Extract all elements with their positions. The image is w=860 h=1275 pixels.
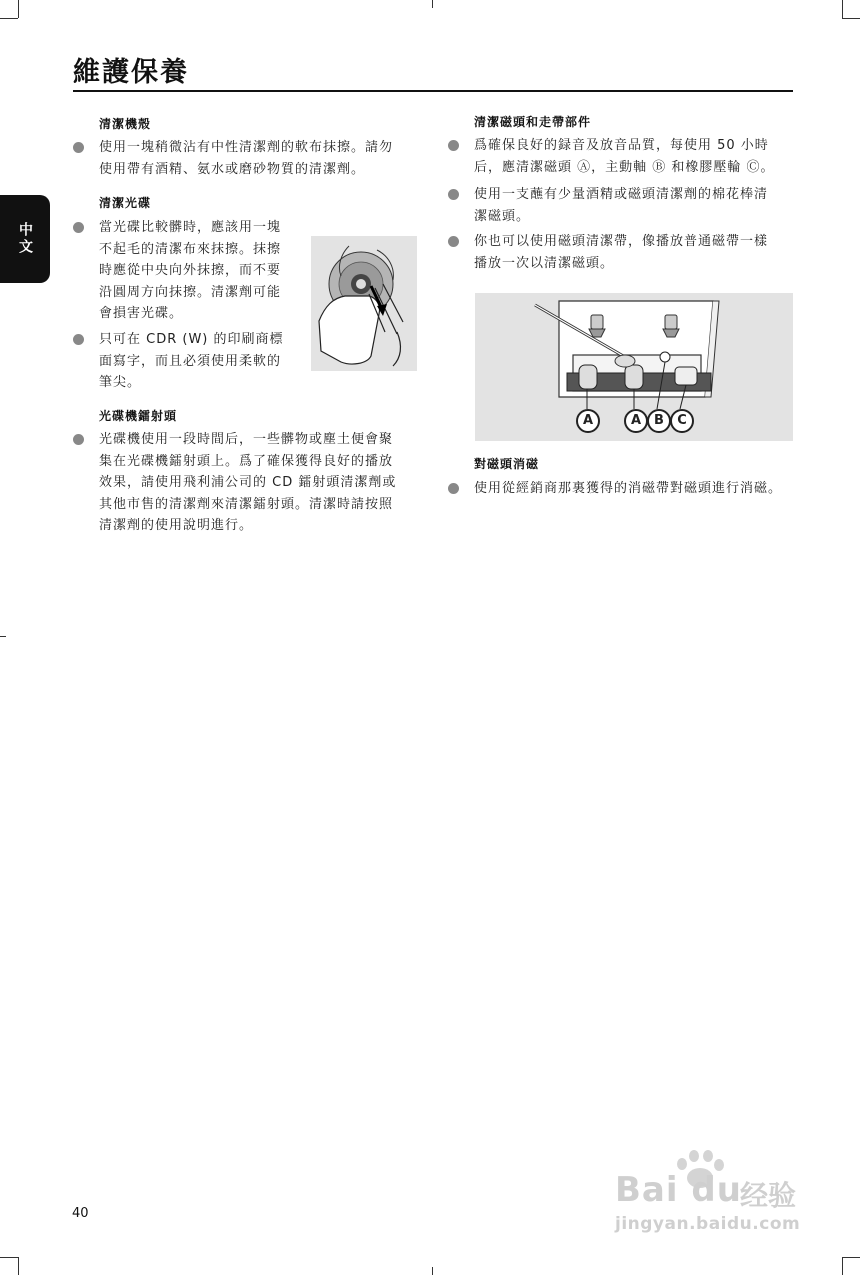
label-C-pinch-roller: C — [670, 409, 694, 433]
bullet-line: 使用帶有酒精、氨水或磨砂物質的清潔劑。 — [99, 161, 366, 177]
bullet-line: 爲確保良好的録音及放音品質，每使用 50 小時 — [474, 138, 769, 153]
bullet-clean-disc — [99, 217, 304, 325]
tape-head-illustration — [475, 293, 793, 441]
section-heading-clean-heads: 清潔磁頭和走帶部件 — [474, 115, 592, 129]
bullet-line: 集在光碟機鐳射頭上。爲了確保獲得良好的播放 — [99, 453, 394, 469]
watermark-jingyan: 经验 — [740, 1179, 797, 1212]
bullet-dot — [73, 434, 84, 445]
language-tab — [0, 195, 50, 283]
crop-mark — [842, 18, 860, 19]
bullet-line: 面寫字，而且必須使用柔軟的 — [99, 353, 282, 369]
disc-cleaning-illustration — [311, 236, 417, 371]
crop-mark — [0, 18, 18, 19]
crop-mark — [18, 0, 19, 18]
bullet-clean-cabinet — [99, 137, 419, 180]
disc-hand-drawing — [311, 236, 417, 371]
crop-mark — [842, 1257, 860, 1258]
bullet-line: 播放一次以清潔磁頭。 — [474, 255, 615, 271]
crop-mark — [432, 1267, 433, 1275]
bullet-line: 使用一塊稍微沾有中性清潔劑的軟布抹擦。請勿 — [99, 140, 394, 155]
label-A-head-left: A — [576, 409, 600, 433]
crop-mark — [0, 636, 6, 637]
bullet-dot — [448, 236, 459, 247]
bullet-dot — [448, 189, 459, 200]
bullet-demagnetize — [474, 478, 804, 500]
page-title: 維護保養 — [73, 57, 189, 88]
bullet-dot — [448, 483, 459, 494]
label-A-head-right: A — [624, 409, 648, 433]
section-heading-clean-disc: 清潔光碟 — [99, 196, 152, 210]
label-B-capstan: B — [647, 409, 671, 433]
bullet-line: 后，應清潔磁頭 Ⓐ，主動軸 Ⓑ 和橡膠壓輪 Ⓒ。 — [474, 159, 775, 175]
crop-mark — [18, 1257, 19, 1275]
section-heading-demagnetize: 對磁頭消磁 — [474, 457, 540, 471]
bullet-cotton-swab — [474, 184, 794, 227]
bullet-line: 使用一支蘸有少量酒精或磁頭清潔劑的棉花棒清 — [474, 187, 769, 202]
bullet-line: 筆尖。 — [99, 375, 142, 390]
title-rule — [73, 90, 793, 92]
crop-mark — [432, 0, 433, 8]
bullet-line: 效果，請使用飛利浦公司的 CD 鐳射頭清潔劑或 — [99, 475, 397, 490]
bullet-clean-heads — [474, 135, 794, 178]
bullet-line: 沿圓周方向抹擦。清潔劑可能 — [99, 284, 282, 300]
crop-mark — [842, 1257, 843, 1275]
bullet-cdr-writing — [99, 329, 304, 394]
crop-mark — [0, 1257, 18, 1258]
bullet-line: 時應從中央向外抹擦，而不要 — [99, 263, 282, 278]
bullet-line: 光碟機使用一段時間后，一些髒物或塵土便會聚 — [99, 432, 394, 447]
bullet-cleaning-tape — [474, 231, 794, 274]
watermark-logo-text: Bai du — [615, 1170, 742, 1210]
section-heading-clean-cabinet: 清潔機殼 — [99, 117, 152, 131]
watermark-url: jingyan.baidu.com — [615, 1214, 801, 1234]
bullet-line: 不起毛的清潔布來抹擦。抹擦 — [99, 241, 282, 257]
bullet-line: 清潔劑的使用說明進行。 — [99, 518, 254, 533]
language-tab-label: 中文 — [17, 222, 33, 256]
bullet-laser-lens — [99, 429, 419, 537]
bullet-line: 會損害光碟。 — [99, 306, 184, 321]
crop-mark — [842, 0, 843, 18]
bullet-line: 只可在 CDR (W) 的印刷商標 — [99, 332, 284, 347]
bullet-line: 潔磁頭。 — [474, 208, 531, 224]
bullet-dot — [73, 142, 84, 153]
baidu-watermark — [610, 1150, 810, 1240]
bullet-dot — [73, 222, 84, 233]
page-number: 40 — [72, 1206, 89, 1221]
bullet-line: 使用從經銷商那裏獲得的消磁帶對磁頭進行消磁。 — [474, 481, 783, 496]
bullet-line: 其他市售的清潔劑來清潔鐳射頭。清潔時請按照 — [99, 496, 394, 512]
bullet-line: 當光碟比較髒時，應該用一塊 — [99, 220, 282, 235]
bullet-dot — [448, 140, 459, 151]
bullet-dot — [73, 334, 84, 345]
bullet-line: 你也可以使用磁頭清潔帶，像播放普通磁帶一樣 — [474, 234, 769, 249]
section-heading-laser-lens: 光碟機鐳射頭 — [99, 409, 178, 423]
